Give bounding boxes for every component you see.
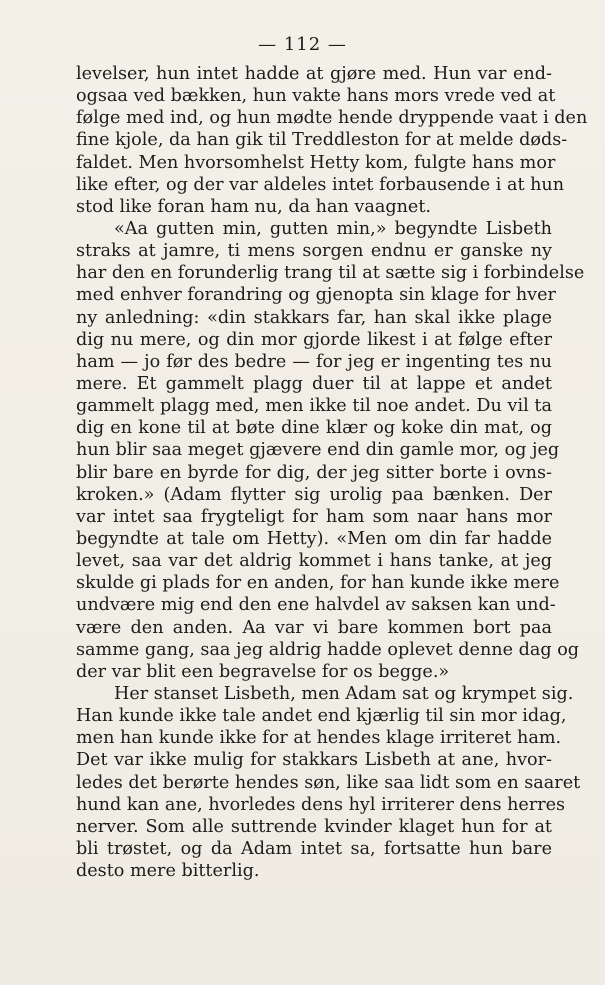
body-text <box>76 63 588 882</box>
text-line: Det var ikke mulig for stakkars Lisbeth at ane, hvor- <box>76 750 552 771</box>
text-line: ham — jo før des bedre — for jeg er ingenting tes nu <box>76 351 552 372</box>
text-line: hund kan ane, hvorledes dens hyl irriterer dens herres <box>76 794 566 815</box>
text-line: har den en forunderlig trang til at sætte sig i forbindelse <box>76 263 585 284</box>
text-line: ny anledning: «din stakkars far, han skal ikke plage <box>76 307 552 328</box>
text-line: dig en kone til at bøte dine klær og koke din mat, og <box>76 418 552 439</box>
text-line: var intet saa frygteligt for ham som naar hans mor <box>76 506 552 527</box>
text-line: Her stanset Lisbeth, men Adam sat og krympet sig. <box>114 683 574 704</box>
text-line: like efter, og der var aldeles intet forbausende i at hun <box>76 174 565 195</box>
text-line: desto mere bitterlig. <box>76 861 260 882</box>
text-line: ledes det berørte hendes søn, like saa lidt som en saaret <box>76 772 581 793</box>
text-line: hun blir saa meget gjævere end din gamle mor, og jeg <box>76 440 560 461</box>
text-line: blir bare en byrde for dig, der jeg sitter borte i ovns- <box>76 462 552 483</box>
text-line: samme gang, saa jeg aldrig hadde oplevet denne dag og <box>76 639 580 660</box>
text-line: begyndte at tale om Hetty). «Men om din far hadde <box>76 528 552 549</box>
text-line: levelser, hun intet hadde at gjøre med. Hun var end- <box>76 64 552 84</box>
text-line: faldet. Men hvorsomhelst Hetty kom, fulgte hans mor <box>76 152 556 173</box>
text-line: men han kunde ikke for at hendes klage irriteret ham. <box>76 728 562 749</box>
text-line: fine kjole, da han gik til Treddleston for at melde døds- <box>76 130 568 151</box>
text-line: «Aa gutten min, gutten min,» begyndte Lisbeth <box>114 218 552 239</box>
text-line: skulde gi plads for en anden, for han kunde ikke mere <box>76 573 560 594</box>
text-line: være den anden. Aa var vi bare kommen bort paa <box>76 617 552 638</box>
text-line: følge med ind, og hun mødte hende dryppende vaat i den <box>76 108 588 129</box>
text-line: undvære mig end den ene halvdel av saksen kan und- <box>76 595 556 616</box>
text-line: med enhver forandring og gjenopta sin klage for hver <box>76 285 556 306</box>
text-line: der var blit een begravelse for os begge.» <box>76 661 450 682</box>
text-line: kroken.» (Adam flytter sig urolig paa bænken. Der <box>76 484 552 505</box>
text-line: mere. Et gammelt plagg duer til at lappe et andet <box>76 373 552 394</box>
text-line: straks at jamre, ti mens sorgen endnu er ganske ny <box>76 241 552 262</box>
text-line: Han kunde ikke tale andet end kjærlig til sin mor idag, <box>76 706 567 727</box>
text-line: dig nu mere, og din mor gjorde likest i at følge efter <box>76 329 552 350</box>
text-line: bli trøstet, og da Adam intet sa, fortsatte hun bare <box>76 838 552 859</box>
page-number: — 112 — <box>258 34 347 55</box>
text-line: nerver. Som alle suttrende kvinder klaget hun for at <box>76 816 552 837</box>
text-line: gammelt plagg med, men ikke til noe andet. Du vil ta <box>76 396 552 417</box>
text-line: levet, saa var det aldrig kommet i hans tanke, at jeg <box>76 551 552 572</box>
text-line: stod like foran ham nu, da han vaagnet. <box>76 196 432 217</box>
text-line: ogsaa ved bækken, hun vakte hans mors vrede ved at <box>76 86 556 107</box>
